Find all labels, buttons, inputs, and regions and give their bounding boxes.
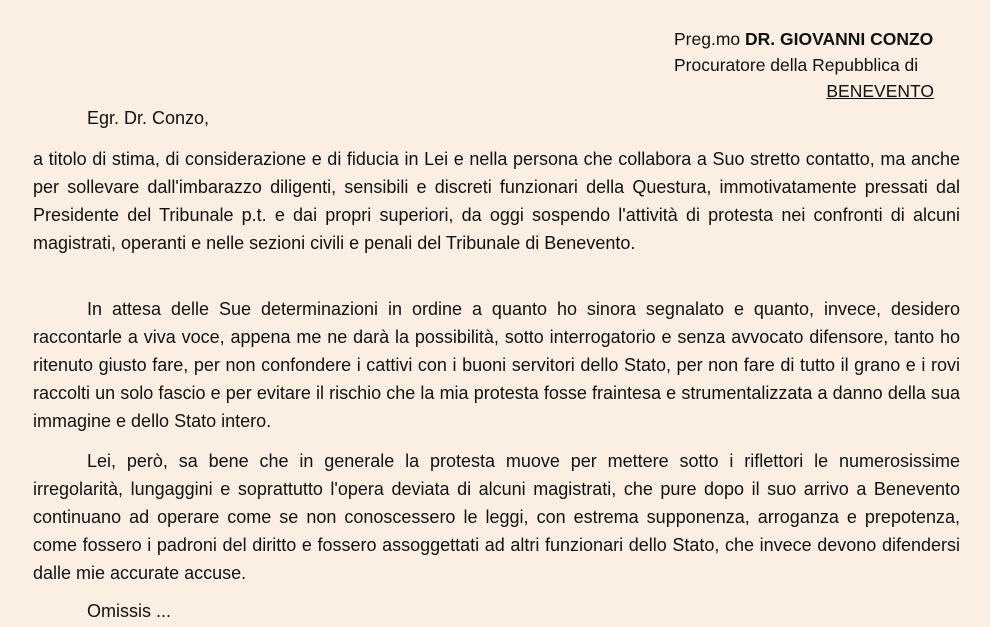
salutation: Egr. Dr. Conzo, xyxy=(87,108,210,128)
recipient-role: Procuratore della Repubblica di xyxy=(674,55,919,75)
recipient-prefix: Preg.mo xyxy=(674,29,745,49)
recipient-name: DR. GIOVANNI CONZO xyxy=(745,29,934,49)
recipient-block xyxy=(674,26,964,104)
recipient-name-line xyxy=(674,26,964,52)
closing-omissis: Omissis ... xyxy=(87,601,171,621)
paragraph-2: In attesa delle Sue determinazioni in ordine a quanto ho sinora segnalato e quanto, invece, desidero raccontarle a viva voce, appena me ne darà la possibilità, sotto interrogatorio e senza avvocato difensore, tanto ho ritenuto giusto fare, per non confondere i cattivi con i buoni servitori dello Stato, per non fare di tutto il grano e i rovi raccolti un solo fascio e per evitare il rischio che la mia protesta fosse fraintesa e strumentalizzata a danno della sua immagine e dello Stato intero. xyxy=(33,299,960,431)
paragraph-3: Lei, però, sa bene che in generale la protesta muove per mettere sotto i riflettori le numerosissime irregolarità, lungaggini e soprattutto l'opera deviata di alcuni magistrati, che pure dopo il suo arrivo a Benevento continuano ad operare come se non conoscessero le leggi, con estrema supponenza, arroganza e prepotenza, come fossero i padroni del diritto e fossero assoggettati ad altri funzionari dello Stato, che invece devono difendersi dalle mie accurate accuse. xyxy=(33,451,960,583)
recipient-city: BENEVENTO xyxy=(826,81,934,101)
recipient-city-line xyxy=(674,78,964,104)
paragraph-1: a titolo di stima, di considerazione e di fiducia in Lei e nella persona che collabora a Suo stretto contatto, ma anche per sollevare dall'imbarazzo diligenti, sensibili e discreti funzionari della Questura, immotivatamente pressati dal Presidente del Tribunale p.t. e dai propri superiori, da oggi sospendo l'attività di protesta nei confronti di alcuni magistrati, operanti e nelle sezioni civili e penali del Tribunale di Benevento. xyxy=(33,149,960,253)
